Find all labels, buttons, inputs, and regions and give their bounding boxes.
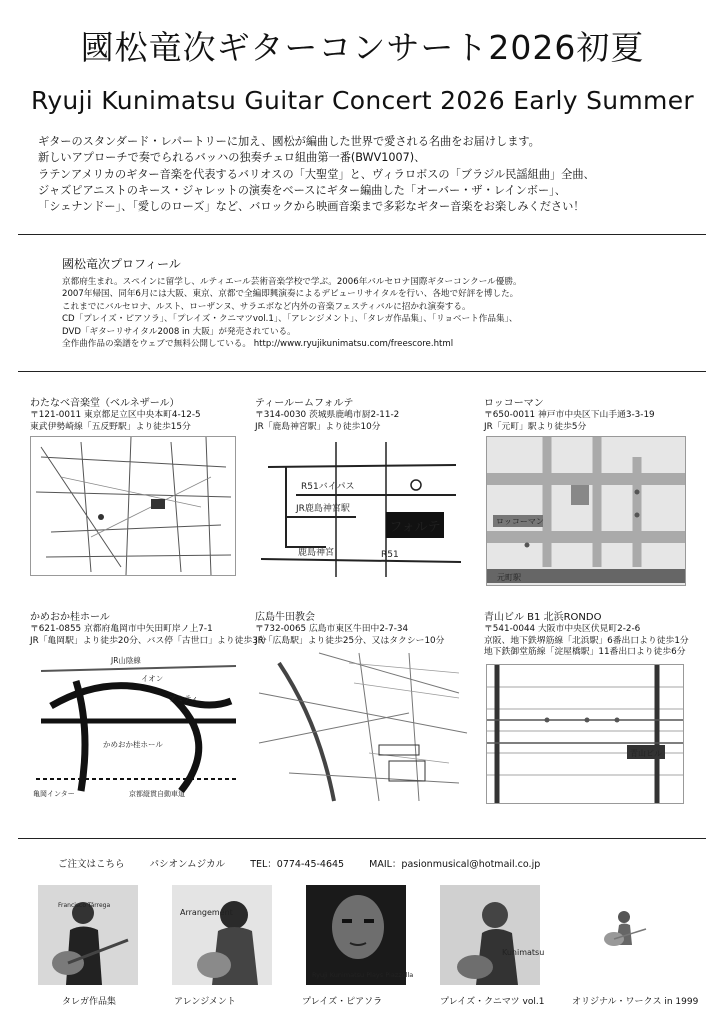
profile-line: 2007年帰国、同年6月には大阪、東京、京都で全編即興演奏によるデビューリサイタルを行い、各地で好評を博した。: [62, 289, 519, 300]
intro-text: [38, 134, 698, 215]
cd-caption: プレイズ・ピアソラ: [302, 997, 383, 1007]
map-ushita: [258, 652, 468, 802]
intro-line: ジャズピアニストのキース・ジャレットの演奏をベースにギター編曲した「オーバー・ザ・レインボー」、: [38, 183, 566, 197]
order-info: [58, 856, 562, 870]
venue-kameoka: [30, 612, 267, 647]
venue-access: JR「元町」駅より徒歩5分: [484, 421, 587, 432]
venue-address: 〒121-0011 東京都足立区中央本町4-12-5: [30, 410, 201, 420]
cd-cover-original-works: [584, 895, 660, 971]
venue-name: 青山ビル B1 北浜RONDO: [484, 612, 602, 623]
page-subtitle: Ryuji Kunimatsu Guitar Concert 2026 Early Summer: [31, 86, 694, 115]
profile-heading: 國松竜次プロフィール: [62, 257, 181, 271]
map-label-kyoto-road: 京都縦貫自動車道: [129, 790, 185, 798]
cd-cover-tarrega: [38, 885, 138, 985]
map-rokko: [486, 436, 686, 586]
order-tel: TEL：0774-45-4645: [250, 859, 345, 870]
cd-caption: オリジナル・ワークス in 1999: [572, 997, 699, 1007]
cd-caption: プレイズ・クニマツ vol.1: [440, 997, 545, 1007]
cd-cover-text: Francisco Tárrega: [58, 902, 111, 909]
profile-line: CD「プレイズ・ピアソラ」、「プレイズ・クニマツvol.1」、「アレンジメント」、「タレガ作品集」、「リョベート作品集」、: [62, 314, 518, 325]
order-mail[interactable]: MAIL：pasionmusical@hotmail.co.jp: [369, 859, 541, 870]
cd-caption: タレガ作品集: [62, 997, 117, 1007]
profile-text: [62, 276, 672, 350]
venue-access: JR「亀岡駅」より徒歩20分、バス停「古世口」より徒歩3分: [30, 635, 267, 646]
venue-name: わたなべ音楽堂（ベルネザール）: [30, 398, 180, 409]
map-rondo: [486, 664, 684, 804]
cd-cover-text: Kunimatsu: [502, 948, 545, 957]
intro-line: ラテンアメリカのギター音楽を代表するバリオスの「大聖堂」と、ヴィラロボスの「ブラジル民謡組曲」全曲、: [38, 167, 595, 181]
venue-name: ロッコーマン: [484, 398, 544, 409]
map-label-kameoka-ic: 亀岡インター: [33, 790, 75, 798]
map-label-r51b: R51: [381, 550, 399, 560]
venue-address: 〒314-0030 茨城県鹿嶋市厨2-11-2: [255, 410, 400, 420]
venue-address: 〒650-0011 神戸市中央区下山手通3-3-19: [484, 410, 655, 420]
map-label-jr-station: JR鹿島神宮駅: [296, 504, 350, 514]
map-label-aeon: イオン: [141, 674, 164, 683]
page-title: 國松竜次ギターコンサート2026初夏: [80, 28, 645, 67]
map-kameoka: [30, 650, 244, 802]
map-label-jr-line: JR山陰線: [111, 656, 141, 665]
intro-line: 新しいアプローチで奏でられるバッハの独奏チェロ組曲第一番(BWV1007)、: [38, 151, 426, 165]
venue-access: JR「鹿島神宮駅」より徒歩10分: [255, 421, 381, 432]
cd-cover-text: Arrangement: [180, 908, 233, 917]
divider: [18, 234, 706, 235]
map-label-jingu: 鹿島神宮: [298, 548, 335, 558]
venue-access: 地下鉄御堂筋線「淀屋橋駅」11番出口より徒歩6分: [484, 647, 686, 657]
divider: [18, 371, 706, 372]
map-label-r51: R51バイパス: [301, 482, 355, 492]
map-label-kameoka-hall: かめおか桂ホール: [103, 740, 163, 749]
order-label: ご注文はこちら: [58, 859, 125, 870]
map-forte: [255, 436, 469, 578]
map-label-motomachi: 元町駅: [497, 573, 521, 582]
venue-rokko: [484, 398, 696, 433]
venue-access: JR「広島駅」より徒歩25分、又はタクシー10分: [255, 635, 445, 646]
map-label-forte: フォルテ: [389, 520, 441, 535]
cd-cover-text: Ryuji Kunimatsu Plays Piazzolla: [312, 971, 414, 979]
order-company: パシオンムジカル: [149, 859, 226, 870]
profile-line: DVD「ギターリサイタル2008 in 大阪」が発売されている。: [62, 326, 296, 337]
intro-line: 「シェナンドー」、「愛しのローズ」など、バロックから映画音楽まで多彩なギター音楽をお楽しみください！: [38, 200, 585, 214]
venue-name: ティールームフォルテ: [255, 398, 354, 409]
profile-line: これまでにバルセロナ、ルスト、ローザンヌ、サラエボなど内外の音楽フェスティバルに招かれ演奏する。: [62, 301, 471, 312]
divider: [18, 838, 706, 839]
profile-line: 全作曲作品の楽譜をウェブで無料公開している。 http://www.ryujikunimatsu.com/freescore.html: [62, 339, 454, 350]
cd-cover-piazzolla: [306, 885, 414, 985]
cd-cover-kunimatsu: [440, 885, 545, 985]
venue-rondo: [484, 612, 696, 659]
cd-caption: アレンジメント: [174, 997, 236, 1007]
venue-access: 京阪、地下鉄堺筋線「北浜駅」6番出口より徒歩1分: [484, 635, 689, 646]
venue-ushita: [255, 612, 467, 647]
venue-name: 広島牛田教会: [255, 612, 315, 623]
venue-access: 東武伊勢崎線「五反野駅」より徒歩15分: [30, 421, 191, 432]
venue-address: 〒732-0065 広島市東区牛田中2-7-34: [255, 624, 409, 634]
venue-forte: [255, 398, 467, 433]
map-watanabe: [30, 436, 236, 576]
cd-cover-arrangement: [172, 885, 272, 985]
venue-address: 〒541-0044 大阪市中央区伏見町2-2-6: [484, 624, 641, 634]
profile-line: 京都府生まれ。スペインに留学し、ルティエール芸術音楽学校で学ぶ。2006年バルセロナ国際ギターコンクール優勝。: [62, 277, 522, 287]
venue-name: かめおか桂ホール: [30, 612, 110, 623]
venue-address: 〒621-0855 京都府亀岡市中矢田町岸ノ上7-1: [30, 624, 213, 634]
intro-line: ギターのスタンダード・レパートリーに加え、國松が編曲した世界で愛される名曲をお届けします。: [38, 135, 540, 148]
venue-watanabe: [30, 398, 242, 433]
map-label-amity: アミティ: [169, 694, 199, 703]
map-label-aoyama: 青山ビル: [630, 749, 662, 758]
map-label-rokko: ロッコーマン: [496, 517, 544, 526]
